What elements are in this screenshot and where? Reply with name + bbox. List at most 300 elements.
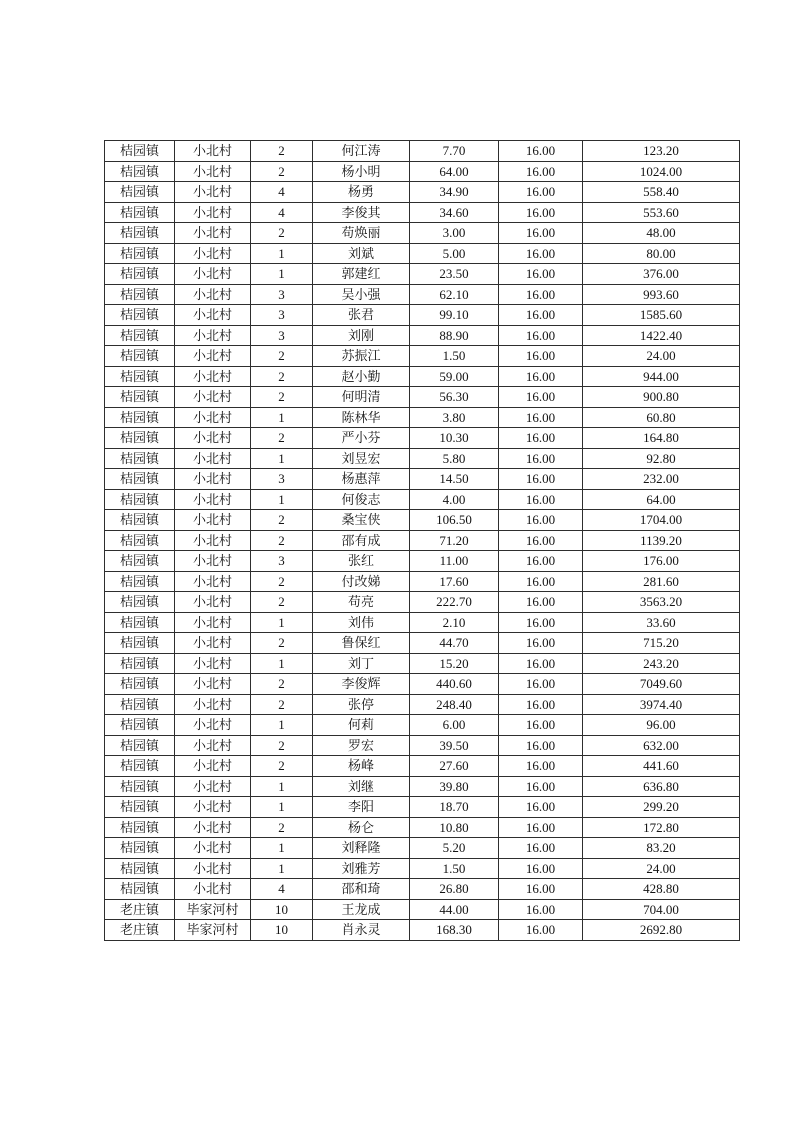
table-row [105, 223, 740, 244]
rate-cell: 16.00 [499, 325, 583, 346]
quantity-cell: 2.10 [410, 612, 499, 633]
amount-cell: 900.80 [583, 387, 740, 408]
village-cell: 小北村 [175, 694, 251, 715]
quantity-cell: 11.00 [410, 551, 499, 572]
town-cell: 桔园镇 [105, 510, 175, 531]
town-cell: 老庄镇 [105, 899, 175, 920]
quantity-cell: 1.50 [410, 858, 499, 879]
group-cell: 1 [251, 407, 313, 428]
rate-cell: 16.00 [499, 366, 583, 387]
amount-cell: 176.00 [583, 551, 740, 572]
village-cell: 小北村 [175, 879, 251, 900]
rate-cell: 16.00 [499, 510, 583, 531]
village-cell: 小北村 [175, 797, 251, 818]
rate-cell: 16.00 [499, 223, 583, 244]
rate-cell: 16.00 [499, 776, 583, 797]
group-cell: 2 [251, 694, 313, 715]
town-cell: 桔园镇 [105, 182, 175, 203]
village-cell: 小北村 [175, 817, 251, 838]
quantity-cell: 62.10 [410, 284, 499, 305]
rate-cell: 16.00 [499, 243, 583, 264]
table-row [105, 161, 740, 182]
town-cell: 桔园镇 [105, 633, 175, 654]
amount-cell: 281.60 [583, 571, 740, 592]
name-cell: 张停 [313, 694, 410, 715]
quantity-cell: 222.70 [410, 592, 499, 613]
town-cell: 桔园镇 [105, 305, 175, 326]
name-cell: 桑宝侠 [313, 510, 410, 531]
name-cell: 邵有成 [313, 530, 410, 551]
village-cell: 小北村 [175, 469, 251, 490]
table-row [105, 489, 740, 510]
town-cell: 桔园镇 [105, 735, 175, 756]
rate-cell: 16.00 [499, 264, 583, 285]
town-cell: 桔园镇 [105, 551, 175, 572]
town-cell: 桔园镇 [105, 776, 175, 797]
village-cell: 小北村 [175, 428, 251, 449]
quantity-cell: 440.60 [410, 674, 499, 695]
amount-cell: 24.00 [583, 346, 740, 367]
quantity-cell: 23.50 [410, 264, 499, 285]
village-cell: 小北村 [175, 612, 251, 633]
name-cell: 苟焕丽 [313, 223, 410, 244]
quantity-cell: 64.00 [410, 161, 499, 182]
village-cell: 小北村 [175, 325, 251, 346]
group-cell: 3 [251, 305, 313, 326]
town-cell: 桔园镇 [105, 141, 175, 162]
amount-cell: 232.00 [583, 469, 740, 490]
table-row [105, 715, 740, 736]
name-cell: 郭建红 [313, 264, 410, 285]
quantity-cell: 59.00 [410, 366, 499, 387]
table-row [105, 305, 740, 326]
rate-cell: 16.00 [499, 756, 583, 777]
quantity-cell: 39.80 [410, 776, 499, 797]
group-cell: 2 [251, 674, 313, 695]
table-row [105, 694, 740, 715]
amount-cell: 64.00 [583, 489, 740, 510]
quantity-cell: 39.50 [410, 735, 499, 756]
amount-cell: 1422.40 [583, 325, 740, 346]
quantity-cell: 15.20 [410, 653, 499, 674]
quantity-cell: 3.80 [410, 407, 499, 428]
quantity-cell: 56.30 [410, 387, 499, 408]
group-cell: 1 [251, 448, 313, 469]
name-cell: 杨勇 [313, 182, 410, 203]
group-cell: 2 [251, 592, 313, 613]
rate-cell: 16.00 [499, 592, 583, 613]
name-cell: 何莉 [313, 715, 410, 736]
village-cell: 小北村 [175, 571, 251, 592]
quantity-cell: 14.50 [410, 469, 499, 490]
amount-cell: 632.00 [583, 735, 740, 756]
name-cell: 杨惠萍 [313, 469, 410, 490]
quantity-cell: 6.00 [410, 715, 499, 736]
subsidy-table [104, 140, 740, 941]
rate-cell: 16.00 [499, 674, 583, 695]
quantity-cell: 168.30 [410, 920, 499, 941]
group-cell: 2 [251, 428, 313, 449]
amount-cell: 1139.20 [583, 530, 740, 551]
town-cell: 桔园镇 [105, 571, 175, 592]
village-cell: 小北村 [175, 756, 251, 777]
table-row [105, 817, 740, 838]
table-row [105, 264, 740, 285]
name-cell: 李俊其 [313, 202, 410, 223]
town-cell: 桔园镇 [105, 469, 175, 490]
amount-cell: 993.60 [583, 284, 740, 305]
subsidy-table-body [105, 141, 740, 941]
group-cell: 2 [251, 366, 313, 387]
group-cell: 2 [251, 223, 313, 244]
group-cell: 3 [251, 469, 313, 490]
table-row [105, 879, 740, 900]
village-cell: 小北村 [175, 592, 251, 613]
name-cell: 何江涛 [313, 141, 410, 162]
quantity-cell: 248.40 [410, 694, 499, 715]
group-cell: 1 [251, 797, 313, 818]
name-cell: 刘释隆 [313, 838, 410, 859]
table-row [105, 325, 740, 346]
name-cell: 鲁保红 [313, 633, 410, 654]
group-cell: 2 [251, 571, 313, 592]
amount-cell: 704.00 [583, 899, 740, 920]
rate-cell: 16.00 [499, 346, 583, 367]
village-cell: 小北村 [175, 715, 251, 736]
town-cell: 桔园镇 [105, 797, 175, 818]
amount-cell: 83.20 [583, 838, 740, 859]
rate-cell: 16.00 [499, 202, 583, 223]
village-cell: 小北村 [175, 161, 251, 182]
table-row [105, 407, 740, 428]
table-row [105, 858, 740, 879]
town-cell: 桔园镇 [105, 407, 175, 428]
group-cell: 3 [251, 284, 313, 305]
table-row [105, 776, 740, 797]
table-row [105, 469, 740, 490]
table-row [105, 633, 740, 654]
group-cell: 2 [251, 387, 313, 408]
village-cell: 小北村 [175, 243, 251, 264]
town-cell: 桔园镇 [105, 223, 175, 244]
table-row [105, 551, 740, 572]
table-row [105, 612, 740, 633]
quantity-cell: 44.00 [410, 899, 499, 920]
quantity-cell: 106.50 [410, 510, 499, 531]
village-cell: 小北村 [175, 366, 251, 387]
group-cell: 1 [251, 243, 313, 264]
amount-cell: 376.00 [583, 264, 740, 285]
rate-cell: 16.00 [499, 920, 583, 941]
name-cell: 刘昱宏 [313, 448, 410, 469]
village-cell: 小北村 [175, 633, 251, 654]
town-cell: 桔园镇 [105, 264, 175, 285]
table-row [105, 346, 740, 367]
town-cell: 桔园镇 [105, 694, 175, 715]
table-row [105, 141, 740, 162]
rate-cell: 16.00 [499, 551, 583, 572]
town-cell: 老庄镇 [105, 920, 175, 941]
amount-cell: 123.20 [583, 141, 740, 162]
rate-cell: 16.00 [499, 489, 583, 510]
amount-cell: 1024.00 [583, 161, 740, 182]
name-cell: 吴小强 [313, 284, 410, 305]
town-cell: 桔园镇 [105, 428, 175, 449]
village-cell: 小北村 [175, 202, 251, 223]
rate-cell: 16.00 [499, 428, 583, 449]
rate-cell: 16.00 [499, 387, 583, 408]
rate-cell: 16.00 [499, 715, 583, 736]
rate-cell: 16.00 [499, 612, 583, 633]
table-row [105, 202, 740, 223]
quantity-cell: 10.80 [410, 817, 499, 838]
village-cell: 小北村 [175, 284, 251, 305]
name-cell: 刘刚 [313, 325, 410, 346]
table-row [105, 571, 740, 592]
group-cell: 1 [251, 858, 313, 879]
quantity-cell: 26.80 [410, 879, 499, 900]
rate-cell: 16.00 [499, 571, 583, 592]
town-cell: 桔园镇 [105, 879, 175, 900]
group-cell: 2 [251, 735, 313, 756]
town-cell: 桔园镇 [105, 592, 175, 613]
name-cell: 杨仑 [313, 817, 410, 838]
village-cell: 小北村 [175, 489, 251, 510]
group-cell: 2 [251, 346, 313, 367]
rate-cell: 16.00 [499, 899, 583, 920]
amount-cell: 428.80 [583, 879, 740, 900]
village-cell: 小北村 [175, 141, 251, 162]
amount-cell: 3974.40 [583, 694, 740, 715]
village-cell: 小北村 [175, 551, 251, 572]
rate-cell: 16.00 [499, 161, 583, 182]
name-cell: 严小芬 [313, 428, 410, 449]
amount-cell: 48.00 [583, 223, 740, 244]
name-cell: 陈林华 [313, 407, 410, 428]
rate-cell: 16.00 [499, 284, 583, 305]
name-cell: 苟亮 [313, 592, 410, 613]
amount-cell: 92.80 [583, 448, 740, 469]
group-cell: 1 [251, 776, 313, 797]
town-cell: 桔园镇 [105, 325, 175, 346]
rate-cell: 16.00 [499, 141, 583, 162]
rate-cell: 16.00 [499, 305, 583, 326]
rate-cell: 16.00 [499, 633, 583, 654]
quantity-cell: 7.70 [410, 141, 499, 162]
group-cell: 2 [251, 817, 313, 838]
amount-cell: 553.60 [583, 202, 740, 223]
name-cell: 杨小明 [313, 161, 410, 182]
town-cell: 桔园镇 [105, 366, 175, 387]
name-cell: 苏振江 [313, 346, 410, 367]
town-cell: 桔园镇 [105, 756, 175, 777]
town-cell: 桔园镇 [105, 653, 175, 674]
village-cell: 小北村 [175, 182, 251, 203]
town-cell: 桔园镇 [105, 715, 175, 736]
amount-cell: 96.00 [583, 715, 740, 736]
village-cell: 小北村 [175, 448, 251, 469]
quantity-cell: 4.00 [410, 489, 499, 510]
group-cell: 2 [251, 510, 313, 531]
village-cell: 小北村 [175, 346, 251, 367]
town-cell: 桔园镇 [105, 674, 175, 695]
quantity-cell: 34.90 [410, 182, 499, 203]
town-cell: 桔园镇 [105, 489, 175, 510]
table-row [105, 653, 740, 674]
town-cell: 桔园镇 [105, 612, 175, 633]
group-cell: 10 [251, 899, 313, 920]
group-cell: 4 [251, 182, 313, 203]
amount-cell: 172.80 [583, 817, 740, 838]
village-cell: 小北村 [175, 223, 251, 244]
village-cell: 小北村 [175, 305, 251, 326]
group-cell: 3 [251, 551, 313, 572]
quantity-cell: 99.10 [410, 305, 499, 326]
name-cell: 赵小勤 [313, 366, 410, 387]
name-cell: 张红 [313, 551, 410, 572]
group-cell: 1 [251, 489, 313, 510]
amount-cell: 7049.60 [583, 674, 740, 695]
town-cell: 桔园镇 [105, 838, 175, 859]
table-row [105, 797, 740, 818]
table-row [105, 899, 740, 920]
group-cell: 1 [251, 715, 313, 736]
quantity-cell: 34.60 [410, 202, 499, 223]
group-cell: 2 [251, 141, 313, 162]
rate-cell: 16.00 [499, 858, 583, 879]
village-cell: 毕家河村 [175, 920, 251, 941]
village-cell: 小北村 [175, 858, 251, 879]
town-cell: 桔园镇 [105, 858, 175, 879]
village-cell: 小北村 [175, 387, 251, 408]
rate-cell: 16.00 [499, 735, 583, 756]
village-cell: 小北村 [175, 530, 251, 551]
quantity-cell: 10.30 [410, 428, 499, 449]
amount-cell: 636.80 [583, 776, 740, 797]
group-cell: 3 [251, 325, 313, 346]
amount-cell: 558.40 [583, 182, 740, 203]
amount-cell: 1704.00 [583, 510, 740, 531]
amount-cell: 60.80 [583, 407, 740, 428]
rate-cell: 16.00 [499, 817, 583, 838]
amount-cell: 80.00 [583, 243, 740, 264]
table-row [105, 920, 740, 941]
rate-cell: 16.00 [499, 838, 583, 859]
rate-cell: 16.00 [499, 879, 583, 900]
town-cell: 桔园镇 [105, 817, 175, 838]
group-cell: 2 [251, 530, 313, 551]
amount-cell: 715.20 [583, 633, 740, 654]
rate-cell: 16.00 [499, 407, 583, 428]
town-cell: 桔园镇 [105, 284, 175, 305]
rate-cell: 16.00 [499, 530, 583, 551]
rate-cell: 16.00 [499, 797, 583, 818]
table-row [105, 735, 740, 756]
town-cell: 桔园镇 [105, 202, 175, 223]
amount-cell: 33.60 [583, 612, 740, 633]
name-cell: 肖永灵 [313, 920, 410, 941]
village-cell: 小北村 [175, 510, 251, 531]
group-cell: 1 [251, 264, 313, 285]
table-row [105, 592, 740, 613]
name-cell: 刘丁 [313, 653, 410, 674]
amount-cell: 441.60 [583, 756, 740, 777]
name-cell: 李俊辉 [313, 674, 410, 695]
amount-cell: 299.20 [583, 797, 740, 818]
village-cell: 小北村 [175, 264, 251, 285]
town-cell: 桔园镇 [105, 346, 175, 367]
group-cell: 2 [251, 633, 313, 654]
amount-cell: 243.20 [583, 653, 740, 674]
town-cell: 桔园镇 [105, 161, 175, 182]
table-row [105, 448, 740, 469]
name-cell: 杨峰 [313, 756, 410, 777]
quantity-cell: 44.70 [410, 633, 499, 654]
town-cell: 桔园镇 [105, 530, 175, 551]
group-cell: 1 [251, 838, 313, 859]
name-cell: 罗宏 [313, 735, 410, 756]
table-row [105, 243, 740, 264]
quantity-cell: 5.00 [410, 243, 499, 264]
group-cell: 4 [251, 879, 313, 900]
quantity-cell: 71.20 [410, 530, 499, 551]
name-cell: 李阳 [313, 797, 410, 818]
quantity-cell: 1.50 [410, 346, 499, 367]
village-cell: 小北村 [175, 407, 251, 428]
group-cell: 10 [251, 920, 313, 941]
group-cell: 1 [251, 612, 313, 633]
village-cell: 小北村 [175, 838, 251, 859]
town-cell: 桔园镇 [105, 448, 175, 469]
name-cell: 王龙成 [313, 899, 410, 920]
table-row [105, 366, 740, 387]
name-cell: 张君 [313, 305, 410, 326]
rate-cell: 16.00 [499, 694, 583, 715]
name-cell: 邵和琦 [313, 879, 410, 900]
quantity-cell: 5.20 [410, 838, 499, 859]
table-row [105, 182, 740, 203]
village-cell: 小北村 [175, 674, 251, 695]
group-cell: 2 [251, 756, 313, 777]
quantity-cell: 88.90 [410, 325, 499, 346]
town-cell: 桔园镇 [105, 387, 175, 408]
quantity-cell: 17.60 [410, 571, 499, 592]
table-row [105, 674, 740, 695]
name-cell: 刘雅芳 [313, 858, 410, 879]
amount-cell: 24.00 [583, 858, 740, 879]
table-row [105, 756, 740, 777]
amount-cell: 1585.60 [583, 305, 740, 326]
name-cell: 刘伟 [313, 612, 410, 633]
village-cell: 小北村 [175, 735, 251, 756]
village-cell: 小北村 [175, 776, 251, 797]
name-cell: 何俊志 [313, 489, 410, 510]
name-cell: 刘斌 [313, 243, 410, 264]
amount-cell: 164.80 [583, 428, 740, 449]
amount-cell: 2692.80 [583, 920, 740, 941]
group-cell: 2 [251, 161, 313, 182]
table-row [105, 387, 740, 408]
quantity-cell: 3.00 [410, 223, 499, 244]
rate-cell: 16.00 [499, 653, 583, 674]
rate-cell: 16.00 [499, 448, 583, 469]
quantity-cell: 18.70 [410, 797, 499, 818]
amount-cell: 944.00 [583, 366, 740, 387]
group-cell: 4 [251, 202, 313, 223]
table-row [105, 530, 740, 551]
name-cell: 刘继 [313, 776, 410, 797]
amount-cell: 3563.20 [583, 592, 740, 613]
